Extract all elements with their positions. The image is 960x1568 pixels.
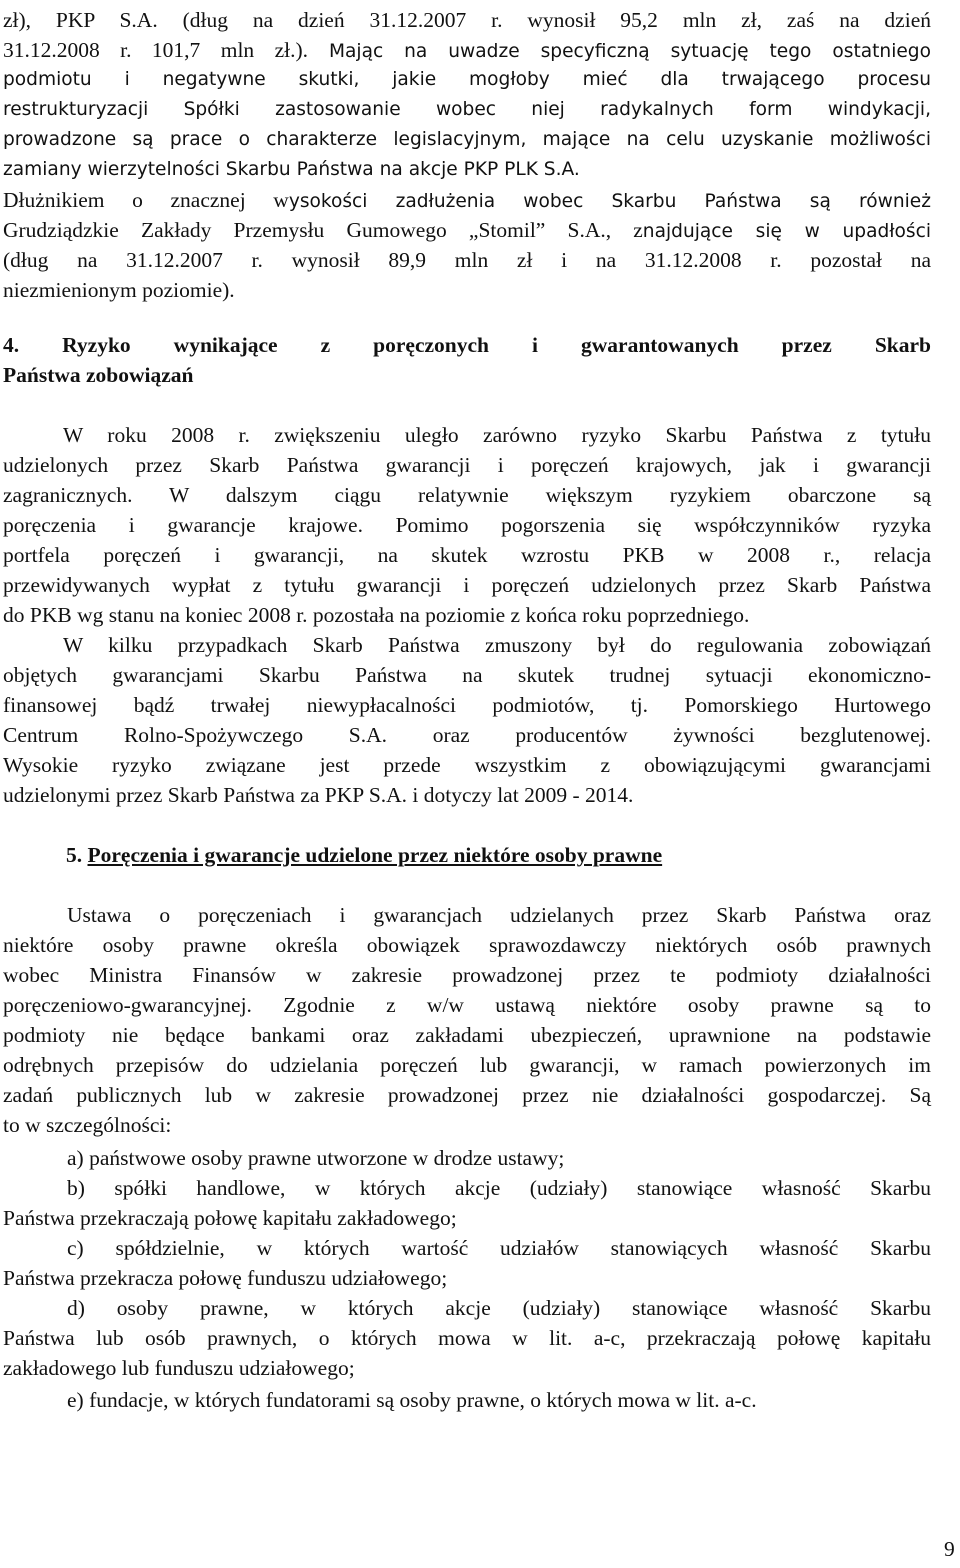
text-line: restrukturyzacji Spółki zastosowanie wobec niej radykalnych form windykacji, bbox=[3, 99, 931, 120]
text-line: udzielonych przez Skarb Państwa gwarancji i poręczeń krajowych, jak i gwarancji bbox=[3, 453, 931, 477]
section-heading-line: 5. Poręczenia i gwarancje udzielone przez niektóre osoby prawne bbox=[66, 843, 663, 867]
text-line: wobec Ministra Finansów w zakresie prowadzonej przez te podmioty działalności bbox=[3, 963, 931, 987]
text-line: d) osoby prawne, w których akcje (udziały) stanowiące własność Skarbu bbox=[67, 1296, 931, 1320]
text-line: prowadzone są prace o charakterze legislacyjnym, mające na celu uzyskanie możliwości bbox=[3, 129, 931, 150]
text-line: zakładowego lub funduszu udziałowego; bbox=[3, 1356, 355, 1380]
text-line: a) państwowe osoby prawne utworzone w drodze ustawy; bbox=[67, 1146, 565, 1170]
text-line: Grudziądzkie Zakłady Przemysłu Gumowego „Stomil” S.A., znajdujące się w upadłości bbox=[3, 218, 932, 242]
text-line: zamiany wierzytelności Skarbu Państwa na akcje PKP PLK S.A. bbox=[3, 159, 580, 180]
text-line: poręczeniowo-gwarancyjnej. Zgodnie z w/w ustawą niektóre osoby prawne są to bbox=[3, 993, 931, 1017]
text-line: niezmienionym poziomie). bbox=[3, 278, 235, 302]
text-line: zagranicznych. W dalszym ciągu relatywnie większym ryzykiem obarczone są bbox=[3, 483, 931, 507]
text-line: e) fundacje, w których fundatorami są osoby prawne, o których mowa w lit. a-c. bbox=[67, 1388, 757, 1412]
text-line: niektóre osoby prawne określa obowiązek sprawozdawczy niektórych osób prawnych bbox=[3, 933, 931, 957]
text-line: Państwa przekraczają połowę kapitału zakładowego; bbox=[3, 1206, 457, 1230]
text-line: podmioty nie będące bankami oraz zakładami ubezpieczeń, uprawnione na podstawie bbox=[3, 1023, 931, 1047]
section-heading-line: 4. Ryzyko wynikające z poręczonych i gwarantowanych przez Skarb bbox=[3, 333, 931, 357]
text-line: do PKB wg stanu na koniec 2008 r. pozostała na poziomie z końca roku poprzedniego. bbox=[3, 603, 750, 627]
text-line: portfela poręczeń i gwarancji, na skutek wzrostu PKB w 2008 r., relacja bbox=[3, 543, 931, 567]
text-line: Wysokie ryzyko związane jest przede wszystkim z obowiązującymi gwarancjami bbox=[3, 753, 931, 777]
text-line: podmiotu i negatywne skutki, jakie mogłoby mieć dla trwającego procesu bbox=[3, 69, 931, 90]
text-line: odrębnych przepisów do udzielania poręczeń lub gwarancji, w ramach powierzonych im bbox=[3, 1053, 931, 1077]
text-line: b) spółki handlowe, w których akcje (udziały) stanowiące własność Skarbu bbox=[67, 1176, 931, 1200]
page-number: 9 bbox=[944, 1537, 955, 1561]
text-line: c) spółdzielnie, w których wartość udziałów stanowiących własność Skarbu bbox=[67, 1236, 931, 1260]
text-line: 31.12.2008 r. 101,7 mln zł.). Mając na uwadze specyficzną sytuację tego ostatniego bbox=[3, 38, 931, 62]
text-line: zadań publicznych lub w zakresie prowadzonej przez nie działalności gospodarczej. Są bbox=[3, 1083, 931, 1107]
text-line: to w szczególności: bbox=[3, 1113, 172, 1137]
text-line: udzielonymi przez Skarb Państwa za PKP S.A. i dotyczy lat 2009 - 2014. bbox=[3, 783, 634, 807]
text-line: zł), PKP S.A. (dług na dzień 31.12.2007 r. wynosił 95,2 mln zł, zaś na dzień bbox=[3, 8, 931, 32]
text-line: finansowej bądź trwałej niewypłacalności podmiotów, tj. Pomorskiego Hurtowego bbox=[3, 693, 931, 717]
text-line: Państwa lub osób prawnych, o których mowa w lit. a-c, przekraczają połowę kapitału bbox=[3, 1326, 931, 1350]
section-heading-line: Państwa zobowiązań bbox=[3, 363, 194, 387]
text-line: poręczenia i gwarancje krajowe. Pomimo pogorszenia się współczynników ryzyka bbox=[3, 513, 931, 537]
text-line: Ustawa o poręczeniach i gwarancjach udzielanych przez Skarb Państwa oraz bbox=[67, 903, 931, 927]
text-line: W roku 2008 r. zwiększeniu uległo zarówno ryzyko Skarbu Państwa z tytułu bbox=[63, 423, 931, 447]
text-line: objętych gwarancjami Skarbu Państwa na skutek trudnej sytuacji ekonomiczno- bbox=[3, 663, 931, 687]
text-line: przewidywanych wypłat z tytułu gwarancji i poręczeń udzielonych przez Skarb Państwa bbox=[3, 573, 931, 597]
text-line: Państwa przekracza połowę funduszu udziałowego; bbox=[3, 1266, 448, 1290]
text-line: W kilku przypadkach Skarb Państwa zmuszony był do regulowania zobowiązań bbox=[63, 633, 931, 657]
text-line: (dług na 31.12.2007 r. wynosił 89,9 mln zł i na 31.12.2008 r. pozostał na bbox=[3, 248, 931, 272]
text-line: Centrum Rolno-Spożywczego S.A. oraz producentów żywności bezglutenowej. bbox=[3, 723, 931, 747]
text-line: Dłużnikiem o znacznej wysokości zadłużenia wobec Skarbu Państwa są również bbox=[3, 188, 931, 212]
